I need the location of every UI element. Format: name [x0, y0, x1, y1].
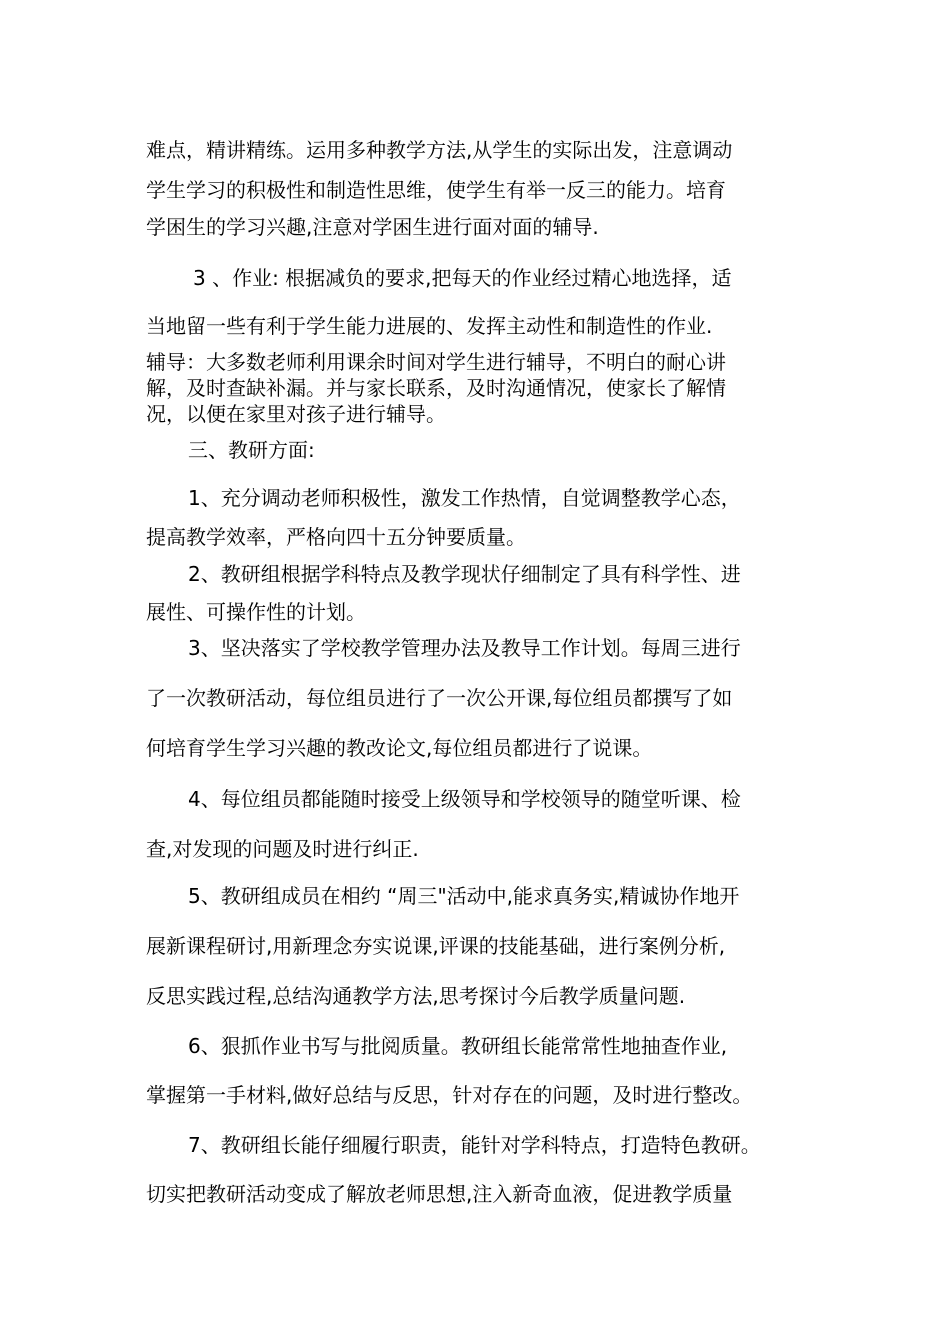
text-line: 学困生的学习兴趣,注意对学困生进行面对面的辅导. [146, 215, 599, 239]
text-line: 7、教研组长能仔细履行职责，能针对学科特点，打造特色教研。 [188, 1133, 761, 1157]
text-line: 4、每位组员都能随时接受上级领导和学校领导的随堂听课、检 [188, 787, 741, 811]
text-line: 了一次教研活动，每位组员进行了一次公开课,每位组员都撰写了如 [146, 686, 733, 710]
text-line: 6、狠抓作业书写与批阅质量。教研组长能常常性地抽查作业, [188, 1034, 728, 1058]
text-line: 反思实践过程,总结沟通教学方法,思考探讨今后教学质量问题. [146, 984, 686, 1008]
text-line: 切实把教研活动变成了解放老师思想,注入新奇血液，促进教学质量 [146, 1182, 733, 1206]
text-line: 解，及时查缺补漏。并与家长联系，及时沟通情况，使家长了解情 [146, 376, 726, 400]
text-line: 掌握第一手材料,做好总结与反思，针对存在的问题，及时进行整改。 [146, 1083, 753, 1107]
text-line: 当地留一些有利于学生能力进展的、发挥主动性和制造性的作业. [146, 314, 713, 338]
text-line: 何培育学生学习兴趣的教改论文,每位组员都进行了说课。 [146, 736, 653, 760]
text-line: 查,对发现的问题及时进行纠正. [146, 837, 419, 861]
text-line: 5、教研组成员在相约 “周三"活动中,能求真务实,精诚协作地开 [188, 884, 740, 908]
text-line: 3、坚决落实了学校教学管理办法及教导工作计划。每周三进行 [188, 636, 741, 660]
text-line: 提高教学效率，严格向四十五分钟要质量。 [146, 525, 526, 549]
text-line: 难点，精讲精练。运用多种教学方法,从学生的实际出发，注意调动 [146, 138, 733, 162]
text-line: 辅导：大多数老师利用课余时间对学生进行辅导，不明白的耐心讲 [146, 350, 726, 374]
text-line: 展性、可操作性的计划。 [146, 600, 366, 624]
text-line: 学生学习的积极性和制造性思维，使学生有举一反三的能力。培育 [146, 178, 726, 202]
text-line: 展新课程研讨,用新理念夯实说课,评课的技能基础，进行案例分析, [146, 934, 726, 958]
section-heading: 三、教研方面: [188, 438, 315, 462]
text-line: 1、充分调动老师积极性，激发工作热情，自觉调整教学心态， [188, 486, 741, 510]
text-line: 3 、作业: 根据减负的要求,把每天的作业经过精心地选择，适 [193, 266, 732, 290]
text-line: 况，以便在家里对孩子进行辅导。 [146, 402, 446, 426]
text-line: 2、教研组根据学科特点及教学现状仔细制定了具有科学性、进 [188, 562, 741, 586]
